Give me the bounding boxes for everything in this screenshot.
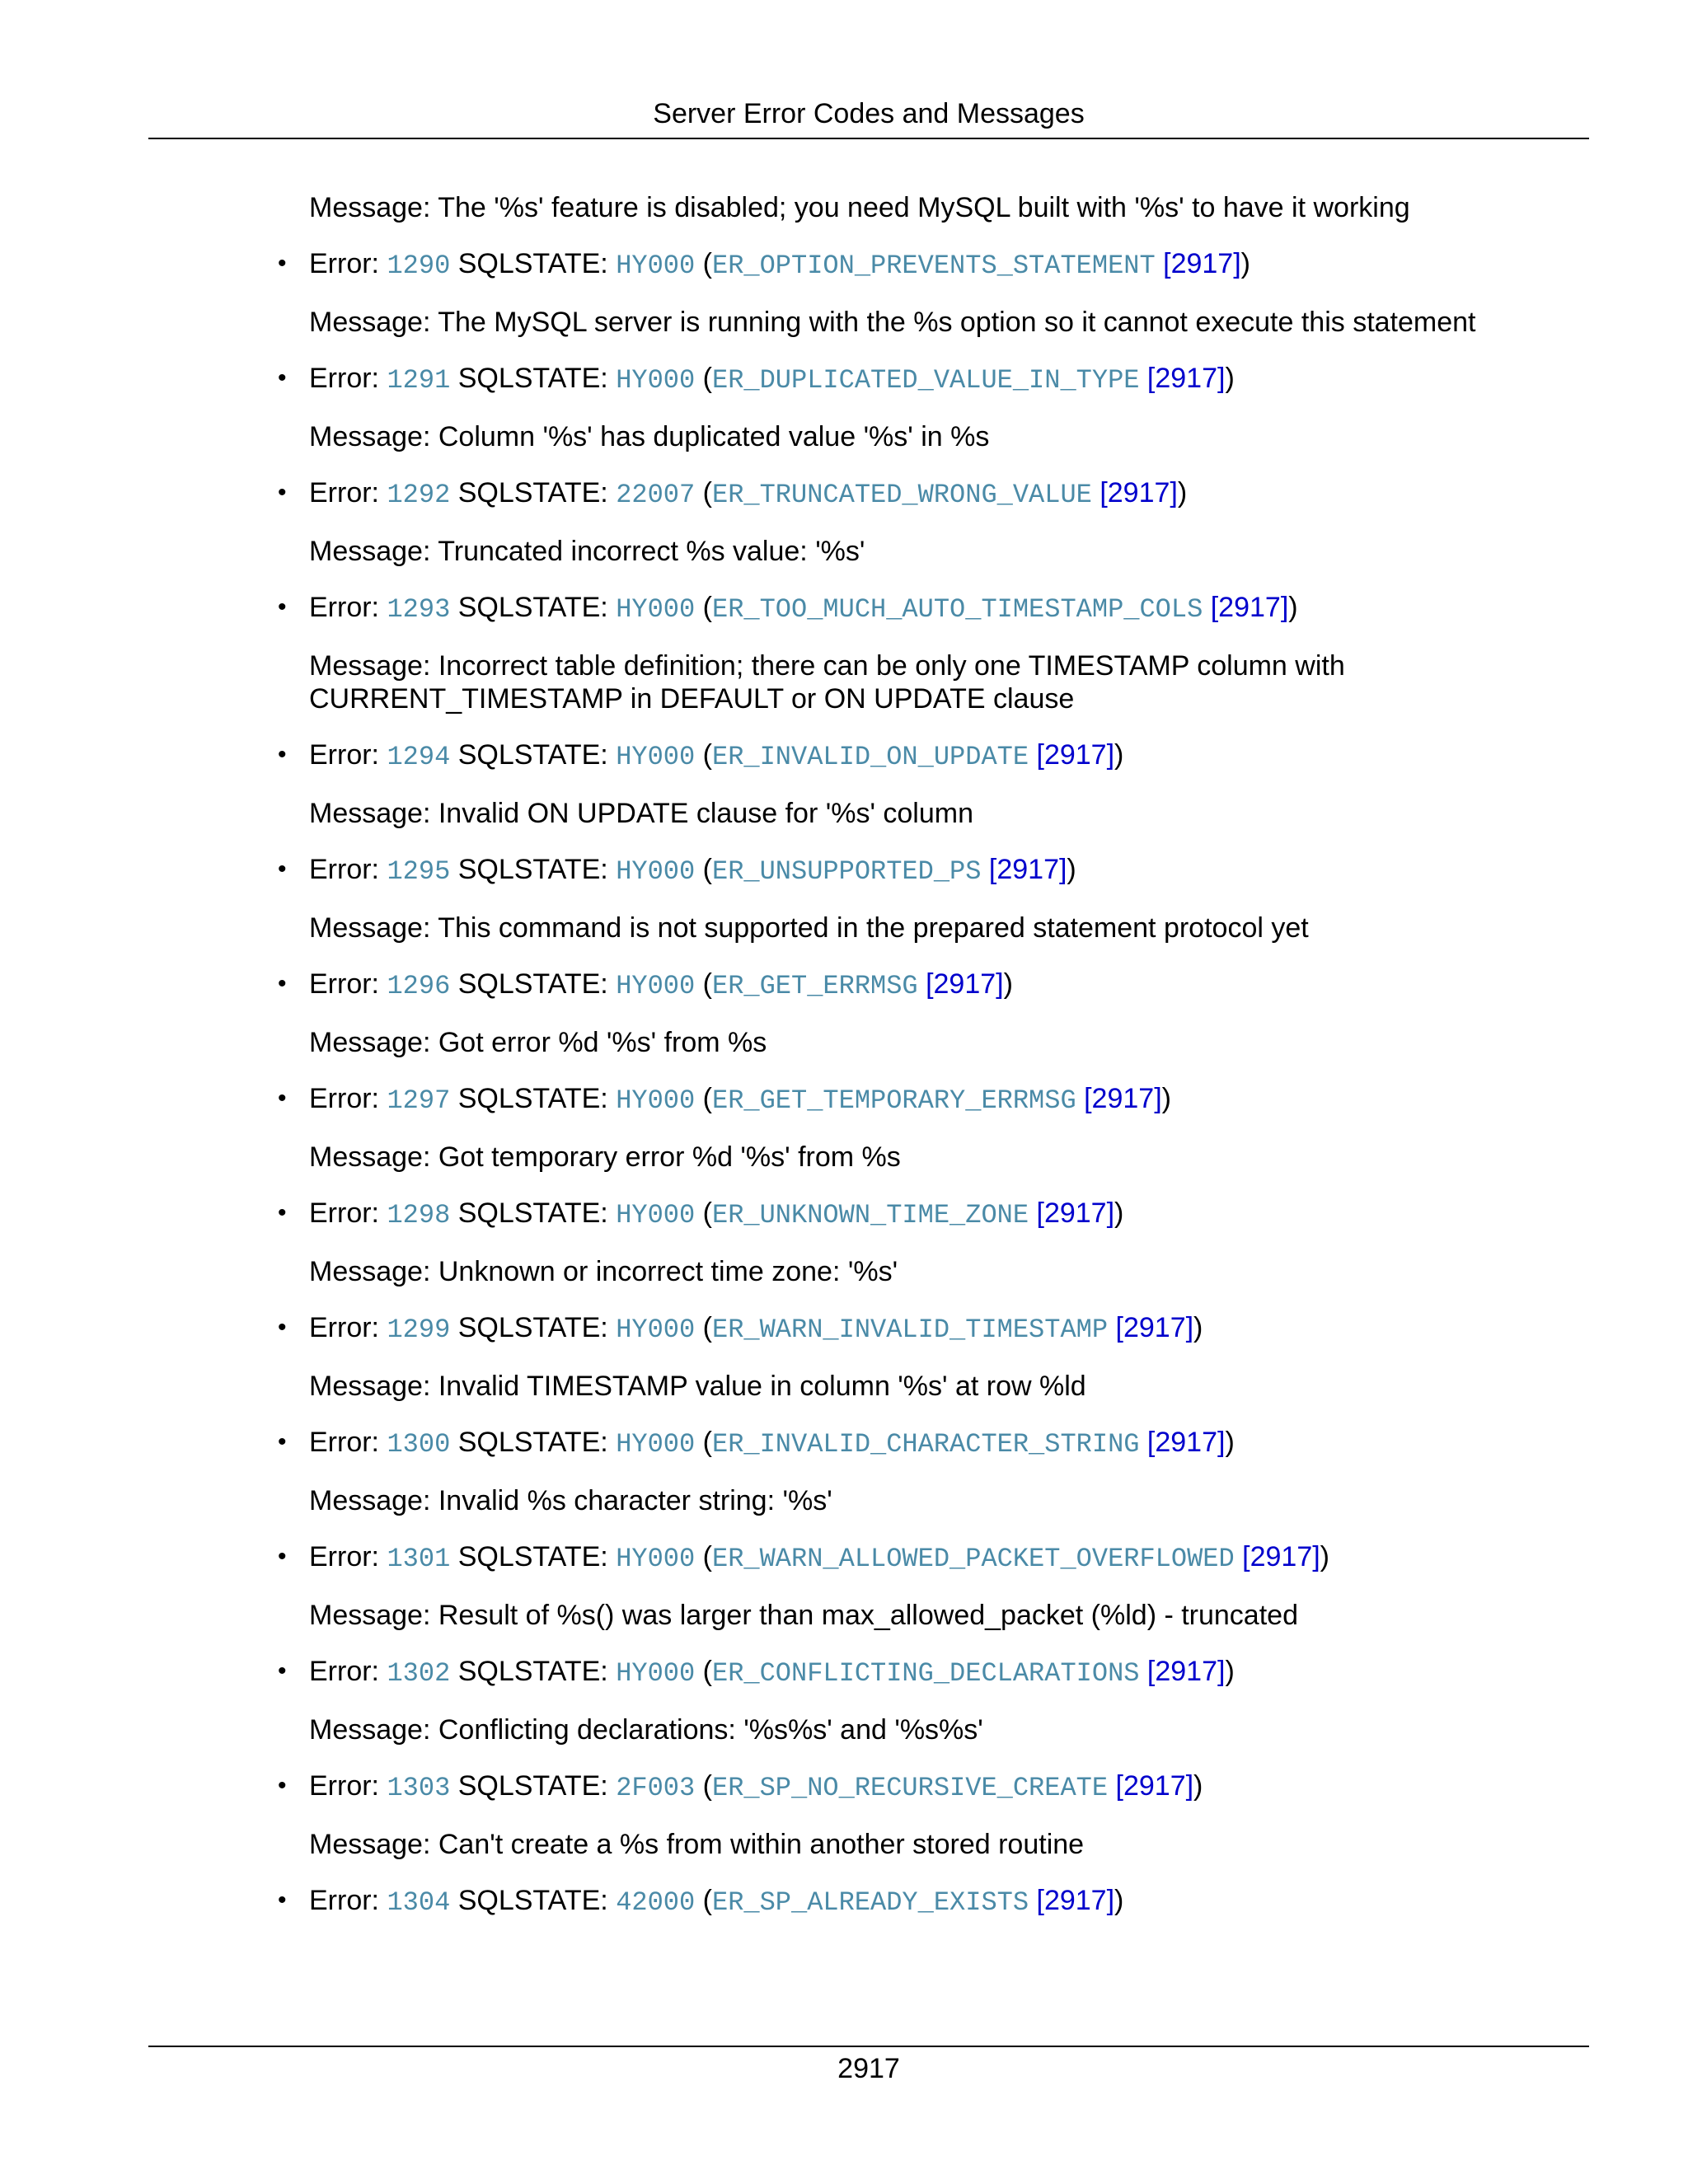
message-label: Message: bbox=[309, 1600, 431, 1631]
page-ref-link[interactable]: [2917] bbox=[1163, 248, 1241, 279]
sqlstate-code: 2F003 bbox=[616, 1773, 696, 1803]
message-label: Message: bbox=[309, 421, 431, 452]
error-message bbox=[309, 1599, 1595, 1632]
error-label: Error: bbox=[309, 1312, 379, 1343]
error-line: • Error: 1304 SQLSTATE: 42000 (ER_SP_ALREADY_EXISTS [2917]) bbox=[278, 1885, 1124, 1918]
sqlstate-label: SQLSTATE: bbox=[457, 968, 608, 1000]
sqlstate-label: SQLSTATE: bbox=[457, 1656, 608, 1687]
error-message bbox=[309, 420, 1595, 453]
error-symbol: ER_SP_ALREADY_EXISTS bbox=[711, 1887, 1029, 1918]
error-label: Error: bbox=[309, 1197, 379, 1229]
error-code: 1291 bbox=[387, 365, 451, 396]
page-ref-link[interactable]: [2917] bbox=[926, 968, 1004, 1000]
sqlstate-label: SQLSTATE: bbox=[457, 248, 608, 279]
page-ref-link[interactable]: [2917] bbox=[1084, 1083, 1162, 1114]
error-entry bbox=[278, 1197, 1595, 1288]
error-entry bbox=[278, 968, 1595, 1059]
page-ref-link[interactable]: [2917] bbox=[988, 854, 1067, 885]
sqlstate-label: SQLSTATE: bbox=[457, 1885, 608, 1916]
bullet-icon: • bbox=[278, 970, 287, 997]
error-label: Error: bbox=[309, 1885, 379, 1916]
error-label: Error: bbox=[309, 1770, 379, 1802]
error-line: • Error: 1293 SQLSTATE: HY000 (ER_TOO_MUCH_AUTO_TIMESTAMP_COLS [2917]) bbox=[278, 592, 1298, 625]
sqlstate-label: SQLSTATE: bbox=[457, 854, 608, 885]
sqlstate-label: SQLSTATE: bbox=[457, 1197, 608, 1229]
error-symbol: ER_INVALID_CHARACTER_STRING bbox=[711, 1429, 1140, 1460]
error-entry bbox=[278, 1540, 1595, 1632]
message-text: Got error %d '%s' from %s bbox=[438, 1027, 767, 1058]
error-entry bbox=[278, 1884, 1595, 1919]
header-rule bbox=[148, 138, 1589, 139]
error-entry bbox=[278, 1655, 1595, 1746]
message-label: Message: bbox=[309, 1027, 431, 1058]
message-label: Message: bbox=[309, 1141, 431, 1173]
message-label: Message: bbox=[309, 307, 431, 338]
error-label: Error: bbox=[309, 477, 379, 509]
message-label: Message: bbox=[309, 1485, 431, 1516]
error-label: Error: bbox=[309, 248, 379, 279]
error-label: Error: bbox=[309, 739, 379, 771]
message-label: Message: bbox=[309, 650, 431, 682]
message-text: Result of %s() was larger than max_allowed_packet (%ld) - truncated bbox=[438, 1600, 1298, 1631]
error-label: Error: bbox=[309, 1083, 379, 1114]
message-text: Truncated incorrect %s value: '%s' bbox=[438, 536, 865, 567]
bullet-icon: • bbox=[278, 1085, 287, 1112]
error-line: • Error: 1294 SQLSTATE: HY000 (ER_INVALID_ON_UPDATE [2917]) bbox=[278, 739, 1124, 772]
message-text: Got temporary error %d '%s' from %s bbox=[438, 1141, 901, 1173]
error-code: 1300 bbox=[387, 1429, 451, 1460]
error-entry bbox=[278, 591, 1595, 715]
message-text: Incorrect table definition; there can be only one TIMESTAMP column with CURRENT_TIMESTAMP in DEFAULT or ON UPDATE clause bbox=[309, 650, 1345, 715]
error-entry bbox=[278, 1311, 1595, 1403]
error-code: 1294 bbox=[387, 742, 451, 772]
error-symbol: ER_WARN_ALLOWED_PACKET_OVERFLOWED bbox=[711, 1544, 1235, 1574]
error-code: 1296 bbox=[387, 971, 451, 1001]
sqlstate-code: HY000 bbox=[616, 251, 696, 281]
message-text: Invalid ON UPDATE clause for '%s' column bbox=[438, 798, 973, 829]
error-code: 1297 bbox=[387, 1085, 451, 1116]
error-entry bbox=[278, 738, 1595, 830]
error-entry bbox=[278, 362, 1595, 453]
page-ref-link[interactable]: [2917] bbox=[1036, 1885, 1115, 1916]
page-ref-link[interactable]: [2917] bbox=[1115, 1312, 1194, 1343]
continued-message bbox=[309, 191, 1595, 224]
error-entry bbox=[278, 1769, 1595, 1861]
error-entry bbox=[278, 1426, 1595, 1517]
error-label: Error: bbox=[309, 363, 379, 394]
error-label: Error: bbox=[309, 968, 379, 1000]
error-code: 1302 bbox=[387, 1658, 451, 1689]
sqlstate-code: HY000 bbox=[616, 1658, 696, 1689]
error-entries bbox=[278, 247, 1595, 1919]
sqlstate-code: HY000 bbox=[616, 1315, 696, 1345]
error-entry bbox=[278, 853, 1595, 944]
page-ref-link[interactable]: [2917] bbox=[1115, 1770, 1194, 1802]
error-message bbox=[309, 797, 1595, 830]
sqlstate-code: HY000 bbox=[616, 1544, 696, 1574]
bullet-icon: • bbox=[278, 1657, 287, 1685]
error-symbol: ER_GET_TEMPORARY_ERRMSG bbox=[711, 1085, 1076, 1116]
sqlstate-code: HY000 bbox=[616, 1085, 696, 1116]
sqlstate-label: SQLSTATE: bbox=[457, 1083, 608, 1114]
error-message bbox=[309, 1713, 1595, 1746]
page-number: 2917 bbox=[837, 2053, 900, 2084]
error-line: • Error: 1296 SQLSTATE: HY000 (ER_GET_ERRMSG [2917]) bbox=[278, 968, 1013, 1001]
error-list-content bbox=[278, 191, 1595, 1943]
error-label: Error: bbox=[309, 1541, 379, 1572]
error-symbol: ER_WARN_INVALID_TIMESTAMP bbox=[711, 1315, 1109, 1345]
page-ref-link[interactable]: [2917] bbox=[1100, 477, 1178, 509]
sqlstate-code: HY000 bbox=[616, 742, 696, 772]
page-ref-link[interactable]: [2917] bbox=[1036, 1197, 1115, 1229]
message-text: Unknown or incorrect time zone: '%s' bbox=[438, 1256, 898, 1287]
error-line: • Error: 1303 SQLSTATE: 2F003 (ER_SP_NO_RECURSIVE_CREATE [2917]) bbox=[278, 1770, 1203, 1803]
error-line: • Error: 1300 SQLSTATE: HY000 (ER_INVALID_CHARACTER_STRING [2917]) bbox=[278, 1427, 1235, 1460]
message-text: The '%s' feature is disabled; you need MySQL built with '%s' to have it working bbox=[438, 192, 1410, 223]
error-symbol: ER_TOO_MUCH_AUTO_TIMESTAMP_COLS bbox=[711, 594, 1203, 625]
message-label: Message: bbox=[309, 536, 431, 567]
bullet-icon: • bbox=[278, 1772, 287, 1799]
bullet-icon: • bbox=[278, 364, 287, 391]
page-ref-link[interactable]: [2917] bbox=[1242, 1541, 1320, 1572]
sqlstate-code: 22007 bbox=[616, 480, 696, 510]
message-text: Can't create a %s from within another stored routine bbox=[438, 1829, 1085, 1860]
error-line: • Error: 1295 SQLSTATE: HY000 (ER_UNSUPPORTED_PS [2917]) bbox=[278, 854, 1076, 887]
bullet-icon: • bbox=[278, 741, 287, 768]
error-label: Error: bbox=[309, 592, 379, 623]
error-code: 1293 bbox=[387, 594, 451, 625]
bullet-icon: • bbox=[278, 1199, 287, 1226]
error-symbol: ER_CONFLICTING_DECLARATIONS bbox=[711, 1658, 1140, 1689]
bullet-icon: • bbox=[278, 593, 287, 621]
error-symbol: ER_SP_NO_RECURSIVE_CREATE bbox=[711, 1773, 1109, 1803]
message-label: Message: bbox=[309, 1256, 431, 1287]
error-code: 1301 bbox=[387, 1544, 451, 1574]
sqlstate-label: SQLSTATE: bbox=[457, 1541, 608, 1572]
bullet-icon: • bbox=[278, 250, 287, 277]
error-symbol: ER_GET_ERRMSG bbox=[711, 971, 918, 1001]
sqlstate-label: SQLSTATE: bbox=[457, 592, 608, 623]
message-text: This command is not supported in the prepared statement protocol yet bbox=[438, 912, 1309, 944]
page-header: Server Error Codes and Messages bbox=[653, 98, 1085, 129]
page-ref-link[interactable]: [2917] bbox=[1036, 739, 1115, 771]
error-message bbox=[309, 1828, 1595, 1861]
message-label: Message: bbox=[309, 1714, 431, 1746]
error-code: 1292 bbox=[387, 480, 451, 510]
sqlstate-label: SQLSTATE: bbox=[457, 1427, 608, 1458]
error-code: 1299 bbox=[387, 1315, 451, 1345]
sqlstate-code: HY000 bbox=[616, 1200, 696, 1230]
bullet-icon: • bbox=[278, 1543, 287, 1570]
sqlstate-code: HY000 bbox=[616, 1429, 696, 1460]
error-line: • Error: 1301 SQLSTATE: HY000 (ER_WARN_ALLOWED_PACKET_OVERFLOWED [2917]) bbox=[278, 1541, 1329, 1574]
error-code: 1290 bbox=[387, 251, 451, 281]
page-ref-link[interactable]: [2917] bbox=[1146, 1427, 1226, 1458]
error-symbol: ER_UNKNOWN_TIME_ZONE bbox=[711, 1200, 1029, 1230]
error-message bbox=[309, 535, 1595, 568]
sqlstate-code: HY000 bbox=[616, 971, 696, 1001]
page-ref-link[interactable]: [2917] bbox=[1146, 1656, 1226, 1687]
error-message bbox=[309, 1255, 1595, 1288]
error-message bbox=[309, 649, 1348, 715]
error-symbol: ER_UNSUPPORTED_PS bbox=[711, 856, 982, 887]
message-label: Message: bbox=[309, 912, 431, 944]
error-entry bbox=[278, 247, 1595, 339]
message-text: Invalid TIMESTAMP value in column '%s' at row %ld bbox=[438, 1371, 1086, 1402]
sqlstate-label: SQLSTATE: bbox=[457, 477, 608, 509]
bullet-icon: • bbox=[278, 855, 287, 883]
message-text: Column '%s' has duplicated value '%s' in %s bbox=[438, 421, 990, 452]
error-message bbox=[309, 1370, 1595, 1403]
error-entry bbox=[278, 1082, 1595, 1174]
error-line: • Error: 1302 SQLSTATE: HY000 (ER_CONFLICTING_DECLARATIONS [2917]) bbox=[278, 1656, 1235, 1689]
error-line: • Error: 1297 SQLSTATE: HY000 (ER_GET_TEMPORARY_ERRMSG [2917]) bbox=[278, 1083, 1171, 1116]
sqlstate-code: HY000 bbox=[616, 856, 696, 887]
error-code: 1304 bbox=[387, 1887, 451, 1918]
error-message bbox=[309, 1026, 1595, 1059]
sqlstate-code: HY000 bbox=[616, 365, 696, 396]
error-line: • Error: 1292 SQLSTATE: 22007 (ER_TRUNCATED_WRONG_VALUE [2917]) bbox=[278, 477, 1188, 510]
message-text: Conflicting declarations: '%s%s' and '%s%s' bbox=[438, 1714, 983, 1746]
message-label: Message: bbox=[309, 798, 431, 829]
sqlstate-label: SQLSTATE: bbox=[457, 739, 608, 771]
message-label: Message: bbox=[309, 1829, 431, 1860]
error-line: • Error: 1299 SQLSTATE: HY000 (ER_WARN_INVALID_TIMESTAMP [2917]) bbox=[278, 1312, 1203, 1345]
error-message bbox=[309, 1484, 1595, 1517]
message-text: The MySQL server is running with the %s option so it cannot execute this statement bbox=[438, 307, 1476, 338]
error-code: 1295 bbox=[387, 856, 451, 887]
bullet-icon: • bbox=[278, 479, 287, 506]
error-line: • Error: 1298 SQLSTATE: HY000 (ER_UNKNOWN_TIME_ZONE [2917]) bbox=[278, 1197, 1124, 1230]
message-text: Invalid %s character string: '%s' bbox=[438, 1485, 832, 1516]
error-symbol: ER_DUPLICATED_VALUE_IN_TYPE bbox=[711, 365, 1140, 396]
error-symbol: ER_INVALID_ON_UPDATE bbox=[711, 742, 1029, 772]
error-entry bbox=[278, 476, 1595, 568]
error-code: 1298 bbox=[387, 1200, 451, 1230]
error-message bbox=[309, 912, 1595, 944]
error-symbol: ER_TRUNCATED_WRONG_VALUE bbox=[711, 480, 1092, 510]
bullet-icon: • bbox=[278, 1428, 287, 1455]
page-ref-link[interactable]: [2917] bbox=[1210, 592, 1289, 623]
error-label: Error: bbox=[309, 854, 379, 885]
error-message bbox=[309, 306, 1595, 339]
sqlstate-label: SQLSTATE: bbox=[457, 363, 608, 394]
bullet-icon: • bbox=[278, 1886, 287, 1914]
error-code: 1303 bbox=[387, 1773, 451, 1803]
error-line: • Error: 1290 SQLSTATE: HY000 (ER_OPTION_PREVENTS_STATEMENT [2917]) bbox=[278, 248, 1250, 281]
page-ref-link[interactable]: [2917] bbox=[1146, 363, 1226, 394]
sqlstate-code: 42000 bbox=[616, 1887, 696, 1918]
sqlstate-code: HY000 bbox=[616, 594, 696, 625]
error-line: • Error: 1291 SQLSTATE: HY000 (ER_DUPLICATED_VALUE_IN_TYPE [2917]) bbox=[278, 363, 1235, 396]
message-label: Message: bbox=[309, 1371, 431, 1402]
bullet-icon: • bbox=[278, 1314, 287, 1341]
sqlstate-label: SQLSTATE: bbox=[457, 1770, 608, 1802]
error-label: Error: bbox=[309, 1656, 379, 1687]
error-symbol: ER_OPTION_PREVENTS_STATEMENT bbox=[711, 251, 1156, 281]
error-label: Error: bbox=[309, 1427, 379, 1458]
sqlstate-label: SQLSTATE: bbox=[457, 1312, 608, 1343]
error-message bbox=[309, 1141, 1595, 1174]
message-label: Message: bbox=[309, 192, 431, 223]
